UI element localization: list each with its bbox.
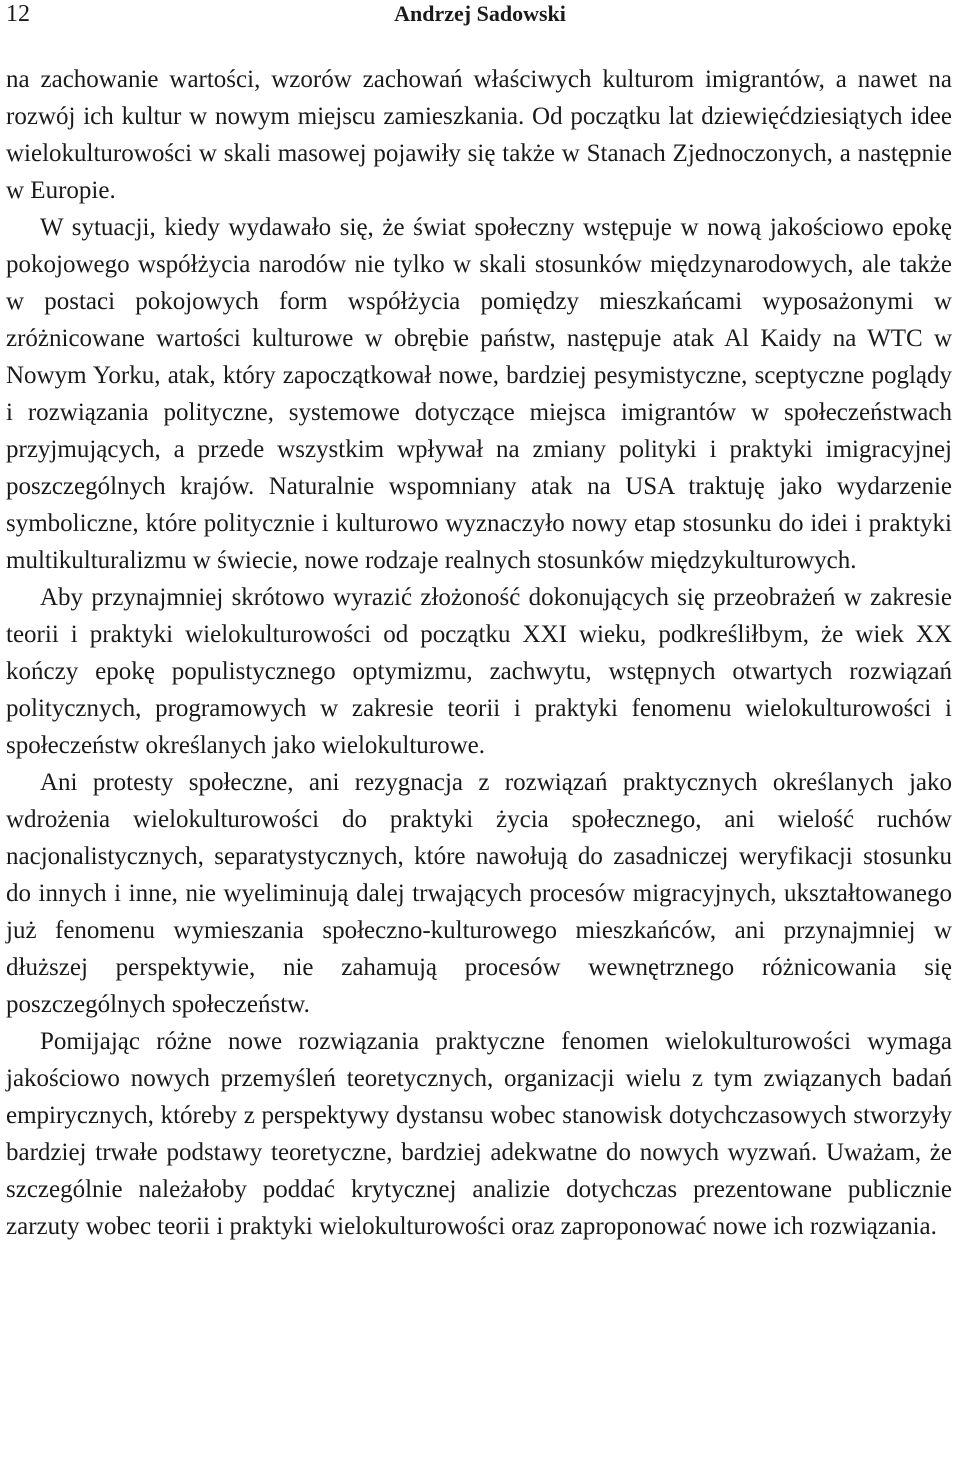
- page-number: 12: [6, 1, 30, 27]
- body-text: [6, 61, 952, 1245]
- paragraph-social-protests: Ani protesty społeczne, ani rezygnacja z rozwiązań praktycznych określanych jako wdrożenia wielokulturowości do praktyki życia społecznego, ani wielość ruchów nacjonalistycznych, separatystycznych, które nawołują do zasadniczej weryfikacji stosunku do innych i inne, nie wyeliminują dalej trwających procesów migracyjnych, ukształtowanego już fenomenu wymieszania społeczno-kulturowego mieszkańców, ani przynajmniej w dłuższej perspektywie, nie zahamują procesów wewnętrznego różnicowania się poszczególnych społeczeństw.: [6, 769, 952, 1018]
- paragraph-continuation: na zachowanie wartości, wzorów zachowań właściwych kulturom imigrantów, a nawet na rozwój ich kultur w nowym miejscu zamieszkania. Od początku lat dziewięćdziesiątych idee wielokulturowości w skali masowej pojawiły się także w Stanach Zjednoczonych, a następnie w Europie.: [6, 66, 952, 204]
- running-title-author: Andrzej Sadowski: [394, 1, 566, 26]
- paragraph-transformations: Aby przynajmniej skrótowo wyrazić złożoność dokonujących się przeobrażeń w zakresie teorii i praktyki wielokulturowości od początku XXI wieku, podkreśliłbym, że wiek XX kończy epokę populistycznego optymizmu, zachwytu, wstępnych otwartych rozwiązań politycznych, programowych w zakresie teorii i praktyki fenomenu wielokulturowości i społeczeństw określanych jako wielokulturowe.: [6, 584, 952, 759]
- paragraph-al-kaida-attack: W sytuacji, kiedy wydawało się, że świat społeczny wstępuje w nową jakościowo epokę pokojowego współżycia narodów nie tylko w skali stosunków międzynarodowych, ale także w postaci pokojowych form współżycia pomiędzy mieszkańcami wyposażonymi w zróżnicowane wartości kulturowe w obrębie państw, następuje atak Al Kaidy na WTC w Nowym Yorku, atak, który zapoczątkował nowe, bardziej pesymistyczne, sceptyczne poglądy i rozwiązania polityczne, systemowe dotyczące miejsca imigrantów w społeczeństwach przyjmujących, a przede wszystkim wpływał na zmiany polityki i praktyki imigracyjnej poszczególnych krajów. Naturalnie wspomniany atak na USA traktuję jako wydarzenie symboliczne, które politycznie i kulturowo wyznaczyło nowy etap stosunku do idei i praktyki multikulturalizmu w świecie, nowe rodzaje realnych stosunków międzykulturowych.: [6, 214, 952, 574]
- running-head: [0, 0, 960, 30]
- paragraph-new-reflections: Pomijając różne nowe rozwiązania praktyczne fenomen wielokulturowości wymaga jakościowo nowych przemyśleń teoretycznych, organizacji wielu z tym związanych badań empirycznych, któreby z perspektywy dystansu wobec stanowisk dotychczasowych stworzyły bardziej trwałe podstawy teoretyczne, bardziej adekwatne do nowych wyzwań. Uważam, że szczególnie należałoby poddać krytycznej analizie dotychczas prezentowane publicznie zarzuty wobec teorii i praktyki wielokulturowości oraz zaproponować nowe ich rozwiązania.: [6, 1028, 952, 1240]
